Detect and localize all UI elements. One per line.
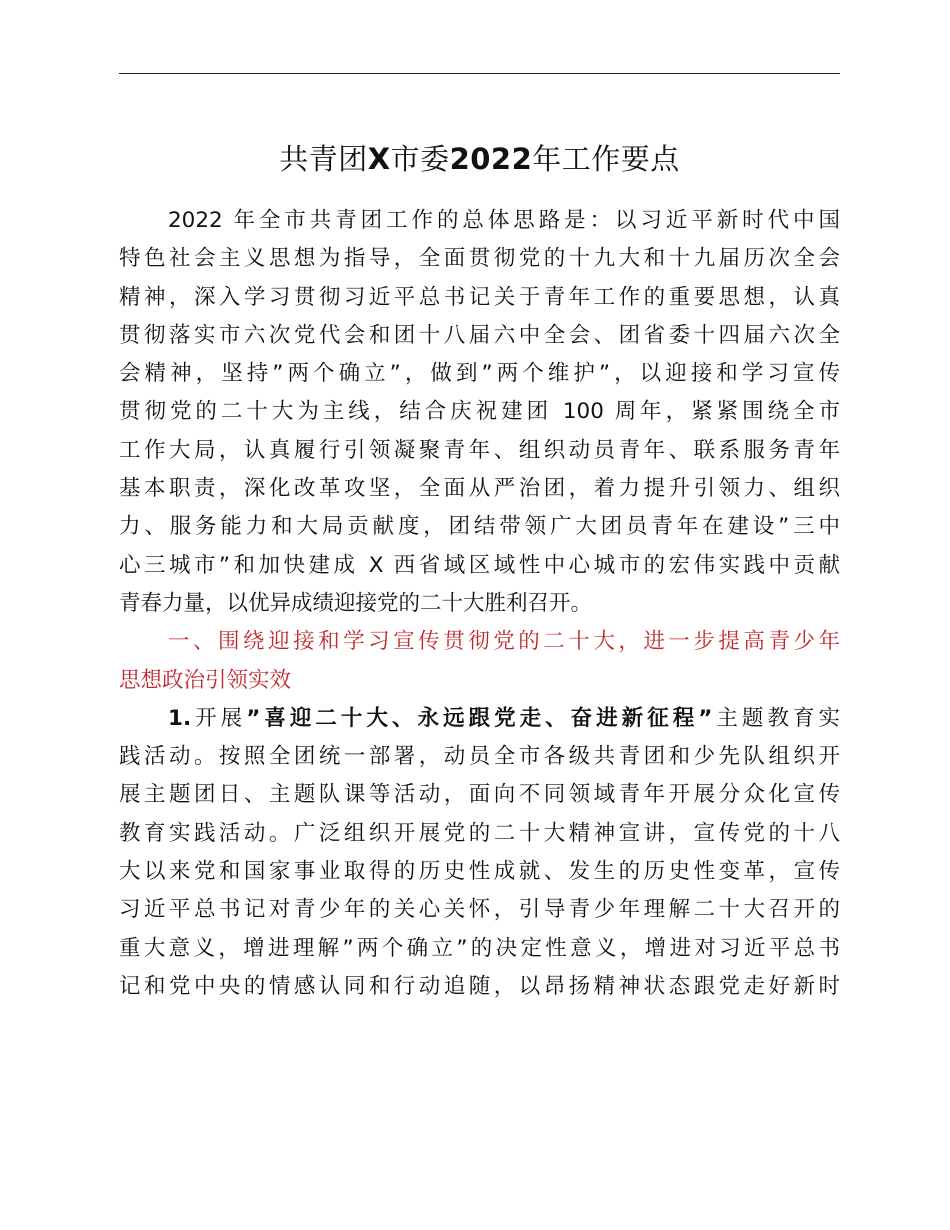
intro-line: 贯彻党的二十大为主线，结合庆祝建团 100 周年，紧紧围绕全市	[119, 399, 840, 425]
item-lead-text: 开展	[191, 705, 247, 731]
title-part: X	[367, 142, 391, 176]
item-line: 教育实践活动。广泛组织开展党的二十大精神宣讲，宣传党的十八	[119, 820, 840, 846]
intro-paragraph	[119, 202, 840, 623]
page-title	[119, 132, 840, 186]
intro-line: 心三城市”和加快建成 X 西省域区域性中心城市的宏伟实践中贡献	[119, 552, 840, 578]
intro-line: 2022 年全市共青团工作的总体思路是：以习近平新时代中国	[168, 208, 840, 233]
item-line: 大以来党和国家事业取得的历史性成就、发生的历史性变革，宣传	[119, 859, 840, 885]
item-bold-title: ”喜迎二十大、永远跟党走、奋进新征程”	[246, 705, 713, 731]
title-part: 2022	[449, 142, 533, 176]
intro-line: 青春力量，以优异成绩迎接党的二十大胜利召开。	[119, 590, 593, 616]
section-heading-line: 思想政治引领实效	[119, 667, 292, 693]
item-line: 践活动。按照全团统一部署，动员全市各级共青团和少先队组织开	[119, 744, 840, 770]
intro-line: 会精神，坚持”两个确立”，做到”两个维护”，以迎接和学习宣传	[119, 361, 840, 387]
item-line: 展主题团日、主题队课等活动，面向不同领域青年开展分众化宣传	[119, 782, 840, 808]
item-1-first-line	[119, 700, 840, 738]
item-number: 1.	[168, 705, 192, 731]
section-heading-line: 一、围绕迎接和学习宣传贯彻党的二十大，进一步提高青少年	[168, 629, 840, 655]
intro-line: 基本职责，深化改革攻坚，全面从严治团，着力提升引领力、组织	[119, 476, 840, 502]
document-body	[119, 202, 840, 1006]
intro-line: 特色社会主义思想为指导，全面贯彻党的十九大和十九届历次全会	[119, 246, 840, 272]
intro-line: 力、服务能力和大局贡献度，团结带领广大团员青年在建设”三中	[119, 514, 840, 540]
title-part: 市委	[390, 142, 450, 176]
section-1-heading	[119, 623, 840, 700]
item-line: 习近平总书记对青少年的关心关怀，引导青少年理解二十大召开的	[119, 897, 840, 923]
item-first-tail: 主题教育实	[712, 705, 840, 731]
item-1-paragraph	[119, 700, 840, 1006]
item-line: 重大意义，增进理解”两个确立”的决定性意义，增进对习近平总书	[119, 935, 840, 961]
intro-line: 工作大局，认真履行引领凝聚青年、组织动员青年、联系服务青年	[119, 437, 840, 463]
item-line: 记和党中央的情感认同和行动追随，以昂扬精神状态跟党走好新时	[119, 973, 840, 999]
intro-line: 精神，深入学习贯彻习近平总书记关于青年工作的重要思想，认真	[119, 284, 840, 310]
title-part: 年工作要点	[532, 142, 680, 176]
title-part: 共青团	[279, 142, 368, 176]
header-rule	[119, 73, 840, 74]
intro-line: 贯彻落实市六次党代会和团十八届六中全会、团省委十四届六次全	[119, 322, 840, 348]
